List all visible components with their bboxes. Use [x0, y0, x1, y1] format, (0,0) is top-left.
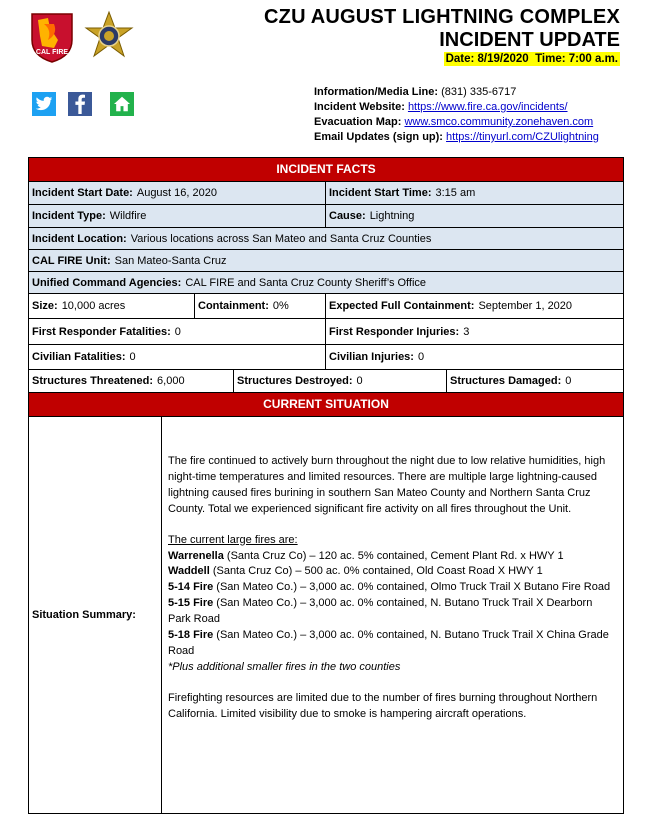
size-cell: Size: 10,000 acres — [29, 294, 195, 318]
list-item: 5-18 Fire (San Mateo Co.) – 3,000 ac. 0% contained, N. Butano Truck Trail X China Grade Road — [168, 629, 609, 657]
page-subtitle: INCIDENT UPDATE — [439, 29, 620, 51]
plus-note: *Plus additional smaller fires in the two counties — [168, 660, 401, 673]
email-line: Email Updates (sign up): https://tinyurl.com/CZUlightning — [314, 131, 599, 143]
email-updates-link[interactable]: https://tinyurl.com/CZUlightning — [446, 131, 599, 143]
media-phone: (831) 335-6717 — [441, 86, 517, 98]
list-item: 5-14 Fire (San Mateo Co.) – 3,000 ac. 0% contained, Olmo Truck Trail X Butano Fire Road — [168, 581, 611, 594]
table-row — [29, 345, 623, 370]
incident-type-cell: Incident Type: Wildfire — [29, 205, 326, 227]
time-value: 7:00 a.m. — [568, 53, 618, 65]
table-row — [29, 294, 623, 319]
table-row — [29, 272, 623, 294]
situation-summary-row — [29, 417, 623, 813]
agencies-cell: Unified Command Agencies: CAL FIRE and Santa Cruz County Sheriff’s Office — [32, 276, 427, 289]
cause-cell: Cause: Lightning — [329, 210, 415, 222]
date-time-line — [444, 52, 620, 66]
twitter-icon[interactable] — [32, 92, 56, 116]
incident-facts-header: INCIDENT FACTS — [29, 158, 623, 182]
date-label: Date: — [445, 53, 475, 65]
current-situation-header: CURRENT SITUATION — [29, 393, 623, 417]
damaged-cell: Structures Damaged: 0 — [450, 375, 572, 387]
start-time-cell: Incident Start Time: 3:15 am — [329, 187, 476, 199]
table-row — [29, 228, 623, 250]
unit-cell: CAL FIRE Unit: San Mateo-Santa Cruz — [32, 254, 227, 267]
list-item: Warrenella (Santa Cruz Co) – 120 ac. 5% contained, Cement Plant Rd. x HWY 1 — [168, 549, 564, 562]
fr-injuries-cell: First Responder Injuries: 3 — [329, 325, 470, 338]
table-row — [29, 205, 623, 228]
full-containment-cell: Expected Full Containment: September 1, 2020 — [329, 300, 573, 312]
list-item: Waddell (Santa Cruz Co) – 500 ac. 0% contained, Old Coast Road X HWY 1 — [168, 565, 543, 578]
civ-fatalities-cell: Civilian Fatalities: 0 — [29, 345, 326, 369]
situation-intro: The fire continued to actively burn throughout the night due to low relative humidities, high night-time temperatures and limited resources. There are multiple large lightning-caused lightning caused fires burining in southern San Mateo County and Northern Santa Cruz County. Total we experienced significant fire activity on all fires throughout the Unit. — [168, 455, 606, 515]
website-line: Incident Website: https://www.fire.ca.gov/incidents/ — [314, 101, 568, 113]
incident-facts-table — [28, 157, 624, 814]
sheriff-badge-icon — [84, 10, 134, 64]
threatened-cell: Structures Threatened: 6,000 — [29, 370, 234, 392]
civ-injuries-cell: Civilian Injuries: 0 — [329, 351, 425, 363]
fires-heading: The current large fires are: — [168, 533, 298, 546]
evac-line: Evacuation Map: www.smco.community.zonehaven.com — [314, 116, 594, 128]
situation-closing: Firefighting resources are limited due to the number of fires burning throughout Northern California. Limited visibility due to smoke is hampering aircraft operations. — [168, 691, 598, 720]
incident-website-link[interactable]: https://www.fire.ca.gov/incidents/ — [407, 101, 568, 113]
table-row — [29, 250, 623, 272]
evacuation-map-link[interactable]: www.smco.community.zonehaven.com — [404, 116, 594, 128]
destroyed-cell: Structures Destroyed: 0 — [234, 370, 447, 392]
home-icon[interactable] — [110, 92, 134, 116]
svg-text:CAL FIRE: CAL FIRE — [35, 49, 69, 56]
location-cell: Incident Location: Various locations across San Mateo and Santa Cruz Counties — [32, 232, 432, 245]
media-line: Information/Media Line: (831) 335-6717 — [314, 86, 517, 98]
table-row — [29, 370, 623, 393]
contact-info — [314, 85, 599, 145]
page-title: CZU AUGUST LIGHTNING COMPLEX — [264, 6, 620, 28]
situation-summary-body — [162, 417, 623, 813]
list-item: 5-15 Fire (San Mateo Co.) – 3,000 ac. 0% contained, N. Butano Truck Trail X Dearborn Park Road — [168, 597, 593, 626]
table-row — [29, 182, 623, 205]
facebook-icon[interactable] — [68, 92, 92, 116]
time-label: Time: — [535, 53, 566, 65]
date-value: 8/19/2020 — [477, 53, 529, 65]
cal-fire-logo — [28, 10, 76, 64]
fr-fatalities-cell: First Responder Fatalities: 0 — [29, 319, 326, 344]
table-row — [29, 319, 623, 345]
containment-cell: Containment: 0% — [195, 294, 326, 318]
start-date-cell: Incident Start Date: August 16, 2020 — [29, 182, 326, 204]
situation-summary-label: Situation Summary: — [29, 417, 162, 813]
